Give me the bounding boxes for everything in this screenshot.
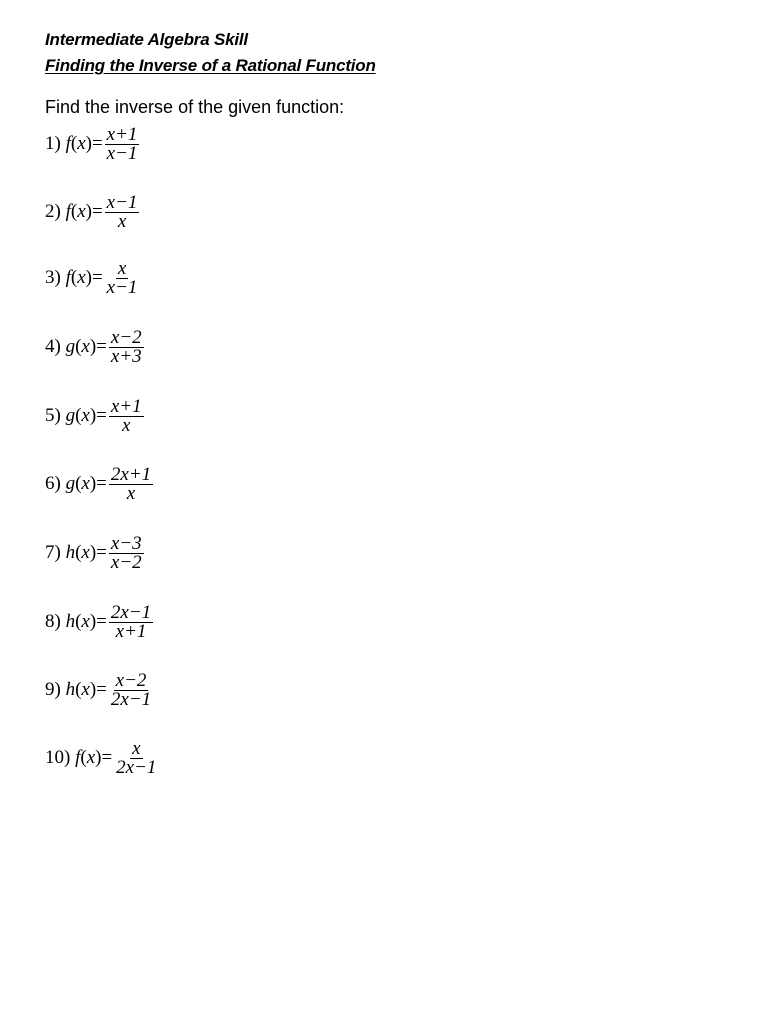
problem-number: 9) [45, 679, 61, 700]
problem-9 [45, 670, 153, 710]
problem-10 [45, 738, 158, 778]
variable: x [77, 267, 86, 288]
function-name: f [65, 267, 71, 288]
worksheet-subtitle: Finding the Inverse of a Rational Function [45, 56, 376, 75]
denominator: 2x−1 [110, 688, 152, 710]
paren-open: ( [80, 747, 87, 768]
fraction [109, 395, 144, 436]
function-name: f [65, 133, 71, 154]
variable: x [86, 747, 96, 768]
paren-open: ( [75, 405, 82, 426]
fraction [109, 532, 144, 573]
problem-lhs [45, 336, 107, 358]
problem-lhs [45, 405, 107, 427]
problem-number: 1) [45, 133, 61, 154]
numerator: 2x−1 [110, 601, 152, 623]
equals-sign: = [91, 201, 103, 222]
problem-1 [45, 124, 139, 164]
paren-open: ( [75, 542, 82, 563]
numerator: 2x+1 [110, 463, 152, 485]
instructions-text: Find the inverse of the given function: [45, 97, 345, 117]
problem-4 [45, 327, 144, 367]
paren-open: ( [70, 267, 78, 288]
function-name: g [65, 336, 76, 357]
problem-3 [45, 258, 139, 298]
numerator: x−2 [115, 669, 147, 691]
fraction [114, 737, 158, 778]
paren-open: ( [75, 336, 82, 357]
problem-number: 6) [45, 473, 61, 494]
variable: x [77, 133, 86, 154]
problem-lhs [45, 747, 112, 769]
paren-open: ( [70, 201, 78, 222]
denominator: x+3 [110, 345, 142, 367]
function-name: h [65, 542, 76, 563]
problem-5 [45, 396, 144, 436]
variable: x [81, 405, 90, 426]
function-name: f [75, 747, 81, 768]
problem-lhs [45, 679, 107, 701]
fraction [109, 463, 153, 504]
fraction [105, 191, 140, 232]
problem-lhs [45, 133, 103, 155]
variable: x [81, 679, 90, 700]
problem-number: 10) [45, 747, 71, 768]
problem-8 [45, 602, 153, 642]
numerator: x−2 [110, 326, 142, 348]
variable: x [81, 542, 90, 563]
paren-close: ) [89, 336, 97, 357]
paren-close: ) [89, 679, 97, 700]
paren-open: ( [70, 133, 78, 154]
paren-close: ) [85, 133, 92, 154]
numerator: x−1 [106, 191, 138, 213]
function-name: g [65, 473, 76, 494]
denominator: x−1 [106, 142, 138, 164]
function-name: g [65, 405, 76, 426]
equals-sign: = [96, 405, 107, 426]
paren-close: ) [95, 747, 102, 768]
equals-sign: = [96, 336, 107, 357]
paren-close: ) [89, 611, 97, 632]
equals-sign: = [91, 133, 103, 154]
equals-sign: = [101, 747, 113, 768]
fraction [109, 601, 153, 642]
paren-close: ) [85, 267, 92, 288]
equals-sign: = [96, 473, 107, 494]
problem-number: 5) [45, 405, 61, 426]
problem-6 [45, 464, 153, 504]
numerator: x+1 [106, 123, 138, 145]
problem-lhs [45, 611, 107, 633]
function-name: h [65, 679, 76, 700]
denominator: x−1 [106, 276, 138, 298]
problem-number: 2) [45, 201, 61, 222]
denominator: x−2 [110, 551, 142, 573]
numerator: x [132, 737, 141, 759]
variable: x [77, 201, 86, 222]
problem-7 [45, 533, 144, 573]
paren-close: ) [85, 201, 92, 222]
variable: x [81, 473, 90, 494]
numerator: x−3 [110, 532, 142, 554]
paren-close: ) [89, 405, 97, 426]
paren-close: ) [89, 473, 97, 494]
denominator: x [117, 210, 127, 232]
fraction [105, 257, 140, 298]
problem-number: 7) [45, 542, 61, 563]
equals-sign: = [96, 542, 107, 563]
numerator: x [117, 257, 127, 279]
fraction [109, 326, 144, 367]
problem-lhs [45, 473, 107, 495]
equals-sign: = [91, 267, 103, 288]
denominator: x+1 [115, 620, 147, 642]
numerator: x+1 [110, 395, 142, 417]
paren-open: ( [75, 473, 82, 494]
problem-lhs [45, 267, 103, 289]
variable: x [81, 336, 90, 357]
problem-number: 4) [45, 336, 61, 357]
fraction [105, 123, 140, 164]
denominator: 2x−1 [116, 756, 157, 778]
problem-lhs [45, 542, 107, 564]
function-name: f [65, 201, 71, 222]
equals-sign: = [96, 611, 107, 632]
paren-open: ( [75, 611, 82, 632]
problem-2 [45, 192, 139, 232]
fraction [109, 669, 153, 710]
worksheet-title: Intermediate Algebra Skill [45, 30, 248, 49]
problem-number: 8) [45, 611, 61, 632]
denominator: x [126, 482, 136, 504]
variable: x [81, 611, 90, 632]
problem-lhs [45, 201, 103, 223]
problem-number: 3) [45, 267, 61, 288]
equals-sign: = [96, 679, 107, 700]
function-name: h [65, 611, 76, 632]
denominator: x [122, 414, 131, 436]
paren-close: ) [89, 542, 97, 563]
paren-open: ( [75, 679, 82, 700]
